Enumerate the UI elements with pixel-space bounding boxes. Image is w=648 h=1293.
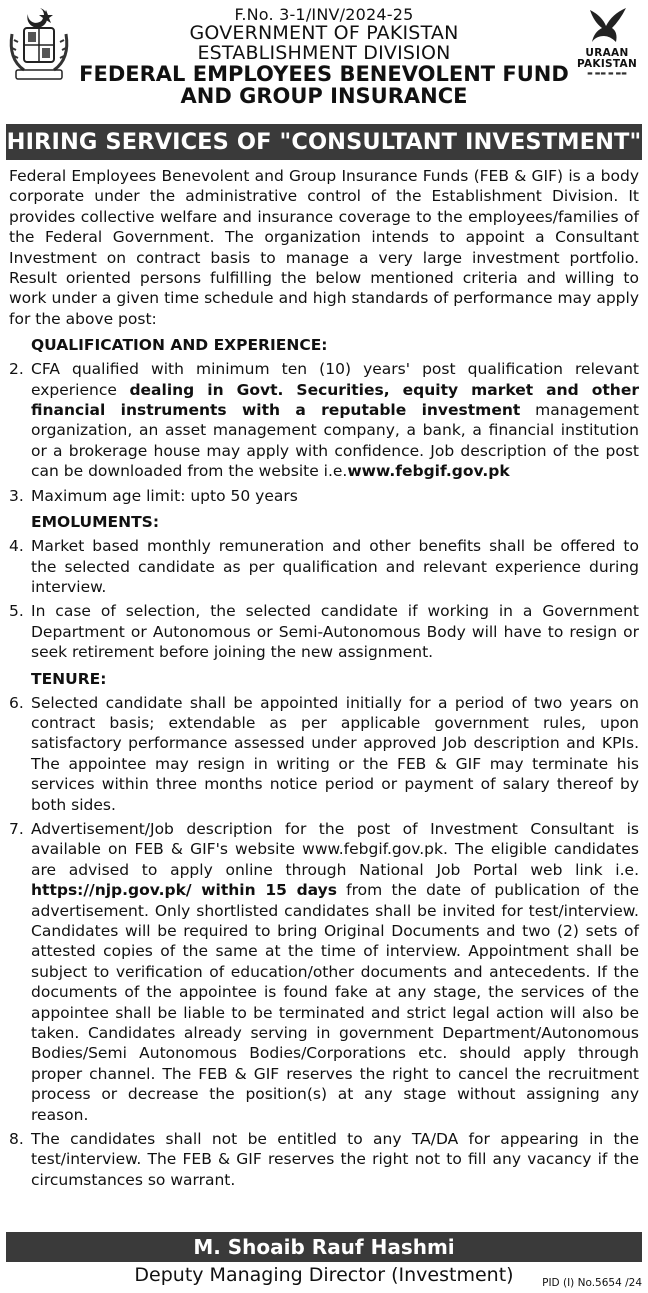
section-tenure: TENURE:: [31, 669, 107, 688]
organization-title-line2: AND GROUP INSURANCE: [180, 84, 468, 108]
item-number: 7.: [9, 819, 24, 838]
state-emblem-icon: [6, 4, 72, 84]
item-text: Selected candidate shall be appointed initially for a period of two years on contract basis; extendable as per applicable government rules, upon satisfactory performance assessed under approved Job description and KPIs. The appointee may resign in writing or the FEB & GIF may terminate his services within three months notice period or payment of salary thereof by both sides.: [31, 693, 639, 814]
advertisement-body: [0, 160, 648, 1190]
signature-block: [0, 1232, 648, 1293]
item-text: Maximum age limit: upto 50 years: [31, 486, 298, 505]
list-item: [9, 359, 639, 481]
post-banner: HIRING SERVICES OF "CONSULTANT INVESTMENT": [6, 124, 642, 160]
list-item: [9, 1129, 639, 1190]
government-title: GOVERNMENT OF PAKISTAN: [189, 22, 459, 44]
njp-portal-link[interactable]: https://njp.gov.pk/ within 15 days: [31, 881, 337, 900]
list-item: [9, 819, 639, 1125]
website-link[interactable]: www.febgif.gov.pk: [347, 462, 510, 481]
list-item: [9, 601, 639, 662]
list-item: [9, 486, 639, 506]
item-text-part: management organization, an asset management company, a bank, a financial institution or a brokerage house may apply with confidence. Job description of the post can be downloaded from the website i.e.: [31, 401, 639, 481]
list-item: [9, 693, 639, 815]
organization-title-line1: FEDERAL EMPLOYEES BENEVOLENT FUND: [79, 62, 569, 86]
item-text-part: Advertisement/Job description for the post of Investment Consultant is available on FEB & GIF's website www.febgif.gov.pk. The eligible candidates are advised to apply online through National Job Portal web link i.e.: [31, 819, 639, 879]
uraan-pakistan-logo: [572, 6, 642, 92]
item-text: [31, 819, 639, 1125]
item-number: 4.: [9, 537, 24, 556]
list-item: [9, 536, 639, 597]
item-text-part: from the date of publication of the advertisement. Only shortlisted candidates shall be invited for test/interview. Candidates will be required to bring Original Documents and two (2) sets of attested copies of the same at the time of interview. Appointment shall be subject to verification of education/other documents and antecedents. If the documents of the appointee is found fake at any stage, the services of the appointee shall be liable to be terminated and strict legal action will also be taken. Candidates already serving in government Department/Autonomous Bodies/Semi Autonomous Bodies/Corporations etc. should apply through proper channel. The FEB & GIF reserves the right to cancel the recruitment process or decrease the position(s) at any stage without assigning any reason.: [31, 881, 639, 1124]
uraan-logo-urdu: ▬ ▬▬ ▬ ▬▬: [587, 70, 627, 77]
falcon-icon: [582, 6, 632, 48]
item-text: [31, 359, 639, 481]
item-text: Market based monthly remuneration and other benefits shall be offered to the selected candidate as per qualification and relevant experience during interview.: [31, 537, 639, 596]
item-text: In case of selection, the selected candidate if working in a Government Department or Autonomous or Semi-Autonomous Body will have to resign or seek retirement before joining the new assignment.: [31, 602, 639, 662]
item-text-part: CFA qualified with minimum ten (10) years' post qualification relevant experience: [31, 360, 639, 399]
section-emoluments: EMOLUMENTS:: [31, 513, 160, 532]
intro-paragraph: Federal Employees Benevolent and Group Insurance Funds (FEB & GIF) is a body corporate under the administrative control of the Establishment Division. It provides collective welfare and insurance coverage to the employees/families of the Federal Government. The organization intends to appoint a Consultant Investment on contract basis to manage a very large investment portfolio. Result oriented persons fulfilling the below mentioned criteria and willing to work under a given time schedule and high standards of performance may apply for the above post:: [9, 167, 639, 328]
item-number: 2.: [9, 360, 24, 379]
item-text-bold: dealing in Govt. Securities, equity market and other financial instruments with a reputable investment: [31, 380, 640, 420]
pid-number: PID (I) No.5654 /24: [542, 1277, 642, 1289]
item-number: 3.: [9, 486, 24, 505]
signatory-name: M. Shoaib Rauf Hashmi: [6, 1232, 642, 1262]
section-qualification: QUALIFICATION AND EXPERIENCE:: [31, 336, 328, 355]
division-title: ESTABLISHMENT DIVISION: [197, 42, 451, 64]
item-number: 8.: [9, 1130, 24, 1149]
item-number: 5.: [9, 602, 24, 621]
uraan-logo-text: URAAN PAKISTAN: [576, 47, 638, 70]
file-number: F.No. 3-1/INV/2024-25: [234, 5, 414, 24]
item-number: 6.: [9, 693, 24, 712]
item-text: The candidates shall not be entitled to any TA/DA for appearing in the test/interview. The FEB & GIF reserves the right not to fill any vacancy if the circumstances so warrant.: [31, 1130, 639, 1189]
signatory-designation: Deputy Managing Director (Investment): [134, 1264, 514, 1286]
header: [0, 0, 648, 124]
